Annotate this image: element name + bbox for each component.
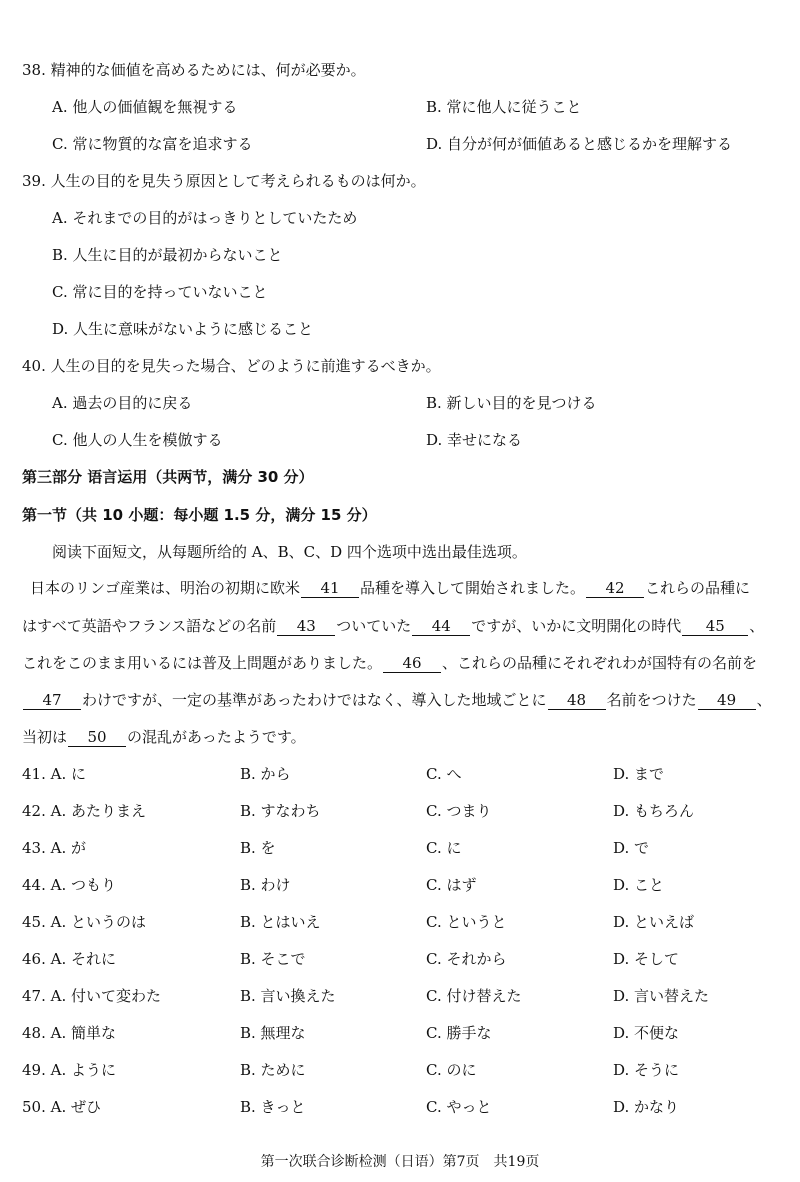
choice-46-d: D. そして: [613, 950, 680, 968]
choice-47-d: D. 言い替えた: [613, 987, 710, 1005]
choice-46-b: B. そこで: [240, 950, 306, 968]
passage-text: わけですが、一定の基準があったわけではなく、導入した地域ごとに: [82, 691, 547, 709]
choice-50-c: C. やっと: [426, 1098, 492, 1116]
passage-line-3: [22, 653, 782, 673]
choice-48-a: 48. A. 簡単な: [22, 1024, 116, 1042]
question-40-option-c: C. 他人の人生を模倣する: [52, 431, 223, 449]
choice-48-c: C. 勝手な: [426, 1024, 492, 1042]
passage-line-4: [22, 690, 782, 710]
choice-41-c: C. へ: [426, 765, 462, 783]
choice-50-a: 50. A. ぜひ: [22, 1098, 101, 1116]
choice-47-b: B. 言い換えた: [240, 987, 336, 1005]
passage-text: これをこのまま用いるには普及上問題がありました。: [22, 654, 383, 672]
passage-text: 当初は: [22, 728, 68, 746]
part3-heading: 第三部分 语言运用（共两节，满分 30 分）: [22, 468, 314, 486]
passage-text: はすべて英語やフランス語などの名前: [22, 617, 277, 635]
choice-45-c: C. というと: [426, 913, 507, 931]
choice-47-a: 47. A. 付いて変わた: [22, 987, 161, 1005]
passage-text: 、: [756, 691, 772, 709]
choice-42-a: 42. A. あたりまえ: [22, 802, 146, 820]
question-39-stem: 39. 人生の目的を見失う原因として考えられるものは何か。: [22, 172, 426, 190]
choice-44-a: 44. A. つもり: [22, 876, 116, 894]
choice-45-b: B. とはいえ: [240, 913, 321, 931]
choice-44-b: B. わけ: [240, 876, 291, 894]
passage-text: 日本のリンゴ産業は、明治の初期に欧米: [30, 579, 301, 597]
question-39-option-d: D. 人生に意味がないように感じること: [52, 320, 314, 338]
choice-43-a: 43. A. が: [22, 839, 86, 857]
choice-49-a: 49. A. ように: [22, 1061, 116, 1079]
blank-47: 47: [23, 691, 81, 710]
passage-text: 名前をつけた: [606, 691, 697, 709]
choice-47-c: C. 付け替えた: [426, 987, 522, 1005]
blank-44: 44: [412, 617, 470, 636]
question-39-option-a: A. それまでの目的がはっきりとしていたため: [52, 209, 358, 227]
blank-49: 49: [698, 691, 756, 710]
blank-43: 43: [277, 617, 335, 636]
blank-46: 46: [383, 654, 441, 673]
choice-48-b: B. 無理な: [240, 1024, 306, 1042]
blank-45: 45: [682, 617, 748, 636]
blank-41: 41: [301, 579, 359, 598]
section1-heading: 第一节（共 10 小题：每小题 1.5 分，满分 15 分）: [22, 506, 377, 524]
question-40-option-b: B. 新しい目的を見つける: [426, 394, 597, 412]
choice-41-b: B. から: [240, 765, 291, 783]
passage-line-5: [22, 727, 782, 747]
question-38-option-c: C. 常に物質的な富を追求する: [52, 135, 253, 153]
choice-44-d: D. こと: [613, 876, 665, 894]
question-38-option-b: B. 常に他人に従うこと: [426, 98, 582, 116]
page-footer: 第一次联合诊断检测（日语）第7页 共19页: [260, 1154, 540, 1170]
choice-42-c: C. つまり: [426, 802, 492, 820]
question-40-stem: 40. 人生の目的を見失った場合、どのように前進するべきか。: [22, 357, 441, 375]
choice-49-c: C. のに: [426, 1061, 477, 1079]
choice-48-d: D. 不便な: [613, 1024, 680, 1042]
question-40-option-d: D. 幸せになる: [426, 431, 523, 449]
choice-44-c: C. はず: [426, 876, 477, 894]
passage-text: ですが、いかに文明開化の時代: [471, 617, 682, 635]
blank-50: 50: [68, 728, 126, 747]
choice-43-d: D. で: [613, 839, 650, 857]
passage-text: 、これらの品種にそれぞれわが国特有の名前を: [442, 654, 758, 672]
passage-text: 品種を導入して開始されました。: [360, 579, 586, 597]
choice-45-a: 45. A. というのは: [22, 913, 146, 931]
passage-text: 、: [749, 617, 765, 635]
choice-50-b: B. きっと: [240, 1098, 306, 1116]
choice-43-c: C. に: [426, 839, 462, 857]
choice-50-d: D. かなり: [613, 1098, 680, 1116]
choice-43-b: B. を: [240, 839, 276, 857]
blank-48: 48: [548, 691, 606, 710]
passage-text: ついていた: [336, 617, 412, 635]
choice-42-d: D. もちろん: [613, 802, 695, 820]
passage-text: これらの品種に: [645, 579, 751, 597]
passage-line-1: [30, 578, 790, 598]
choice-45-d: D. といえば: [613, 913, 695, 931]
question-39-option-b: B. 人生に目的が最初からないこと: [52, 246, 283, 264]
question-38-option-a: A. 他人の価値観を無視する: [52, 98, 238, 116]
choice-49-b: B. ために: [240, 1061, 306, 1079]
instruction-text: 阅读下面短文，从每题所给的 A、B、C、D 四个选项中选出最佳选项。: [52, 543, 527, 561]
choice-49-d: D. そうに: [613, 1061, 680, 1079]
choice-46-c: C. それから: [426, 950, 507, 968]
choice-41-d: D. まで: [613, 765, 665, 783]
question-38-option-d: D. 自分が何が価値あると感じるかを理解する: [426, 135, 733, 153]
choice-46-a: 46. A. それに: [22, 950, 116, 968]
question-39-option-c: C. 常に目的を持っていないこと: [52, 283, 268, 301]
choice-42-b: B. すなわち: [240, 802, 321, 820]
question-38-stem: 38. 精神的な価値を高めるためには、何が必要か。: [22, 61, 366, 79]
blank-42: 42: [586, 579, 644, 598]
question-40-option-a: A. 過去の目的に戻る: [52, 394, 193, 412]
passage-text: の混乱があったようです。: [127, 728, 306, 746]
choice-41-a: 41. A. に: [22, 765, 86, 783]
passage-line-2: [22, 616, 782, 636]
